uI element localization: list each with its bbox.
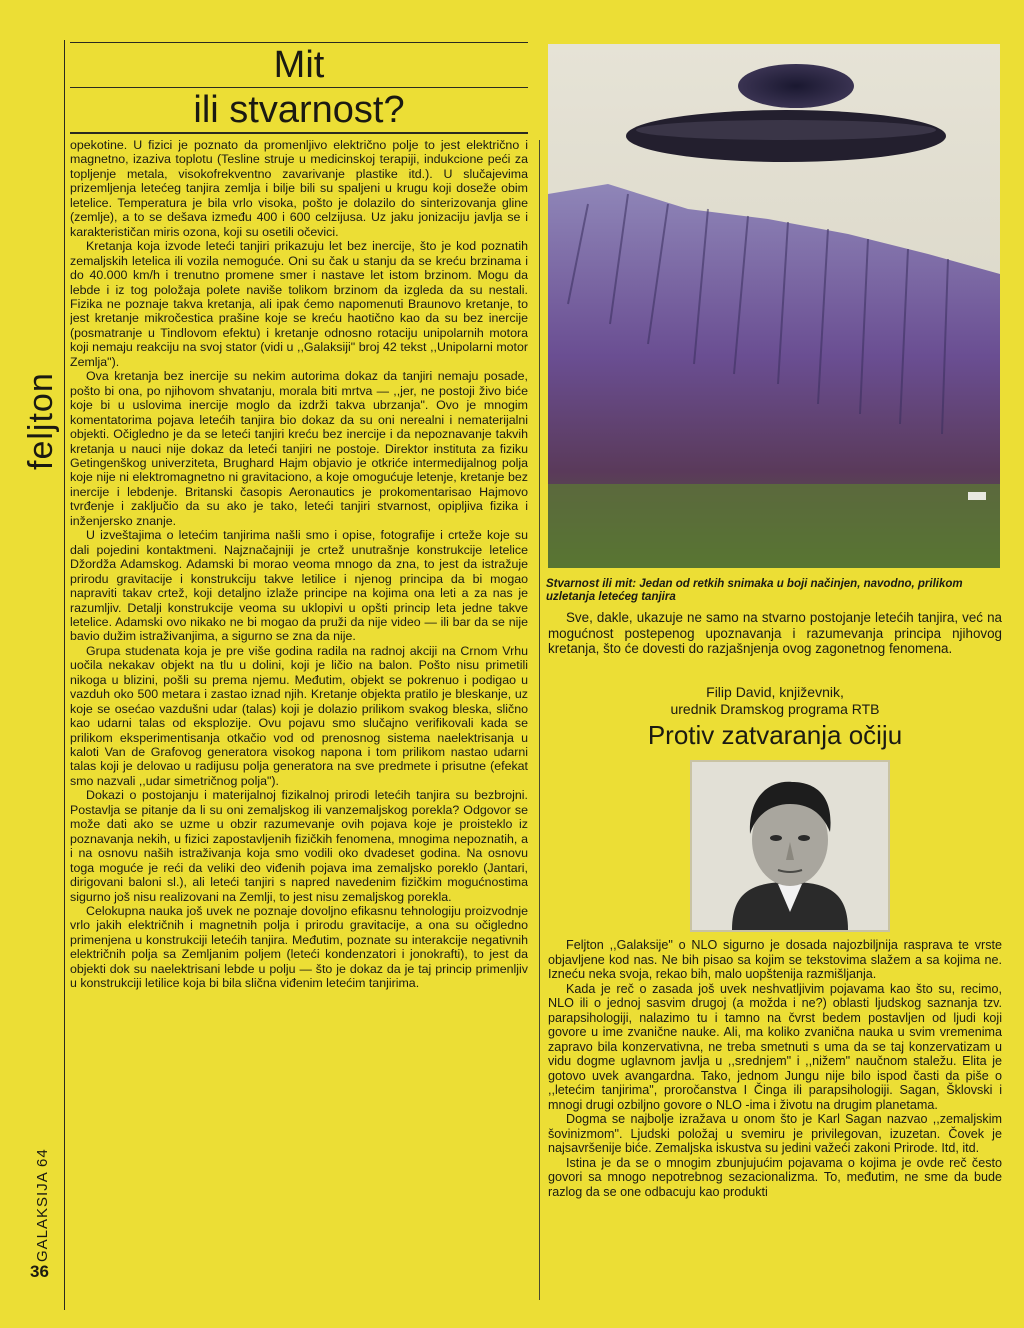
article-paragraph: Grupa studenata koja je pre više godina radila na radnoj akciji na Crnom Vrhu uočila nekakav objekt na tlu u dolini, koji je ličio na balon. Pošto nisu primetili nikoga u blizini, pošli su prema njemu. Međutim, objekt se pokrenuo i podigao u vazduh oko 500 metara i zastao iznad njih. Kretanje objekta pratilo je bleskanje, uz koje se osećao vazdušni udar (talas) koji je dolazio prilikom svakog bleska, slično kao udarni talas od eksplozije. Ovu pojavu smo slučajno verifikovali kada se prilikom eksperimentisanja otkačio vod od prenosnog sistema naelektrisanja u kaloti Van de Grafovog generatora visokog napona i tom prilikom nastao udarni talas koji je delovao u radijusu polja generatora na sve predmete i prisutne (efekat smo nazvali ,,udar simetričnog polja"). [70, 643, 528, 788]
article-title-line1: Mit [273, 44, 325, 86]
article-paragraph: Celokupna nauka još uvek ne poznaje dovoljno efikasnu tehnologiju proizvodnje vrlo jakih električnih i magnetnih polja i prirodu gravitacije, a ona su očigledno primenjena u konstrukciji letećih tanjira. Međutim, poznate su interakcije negativnih električnih polja sa Zemljanim poljem (leteći kondenzatori i jonokrafti), to jest da objekti dok su naelektrisani lebde u polju — što je dokaz da je taj princip primenljiv u konstrukciji letilice koja bi bila slična viđenim letećim tanjirima. [70, 904, 528, 991]
title-rule [70, 42, 528, 43]
author-name: Filip David, književnik, [706, 684, 844, 700]
article-conclusion-block [548, 610, 1002, 657]
sidebar-title: Protiv zatvaranja očiju [647, 720, 903, 750]
article-paragraph: Ova kretanja bez inercije su nekim autorima dokaz da tanjiri nemaju posade, pošto bi ona, po njihovom shvatanju, morala biti mrtva — ,,jer, ne postoji živo biće koje bi u uslovima inercije moglo da izdrži takva ubrzanja". Ovo je mnogim komentatorima pojava letećih tanjira bio dokaz da su oni nerealni i nematerijalni objekti. Očigledno je da se leteći tanjiri kreću bez inercije i da nepoznavanje takvih kretanja u nauci nije dokaz da leteći tanjiri ne postoje. Direktor instituta za fiziku Getingenškog univerziteta, Brughard Hajm objavio je otkriće intermedijalnog polja koje nije ni elektromagnetno ni gravitaciono, a koje omogućuje letenje, kretanje bez inercije i lebdenje. Britanski časopis Aeronautics je prokomentarisao Hajmovo tvrđenje i zaključio da su ako je tako, leteći tanjiri stvarnost, opipljiva fizika i inženjersko znanje. [70, 369, 528, 528]
article-conclusion: Sve, dakle, ukazuje ne samo na stvarno postojanje letećih tanjira, već na mogućnost postepenog upoznavanja i razumevanja principa njihovog kretanja, što će dovesti do razjašnjenja ovog zagonetnog fenomena. [548, 610, 1002, 657]
sidebar-paragraph: Dogma se najbolje izražava u onom što je Karl Sagan nazvao ,,zemaljskim šovinizmom". Ljudski položaj u svemiru je privilegovan, izuzetan. Čovek je najsavršenije biće. Zemaljska iskustva su jedini važeći zakoni Prirode. Itd, itd. [548, 1112, 1002, 1155]
article-title-line2: ili stvarnost? [193, 89, 405, 131]
article-paragraph: Kretanja koja izvode leteći tanjiri prikazuju let bez inercije, što je kod poznatih zemaljskih letelica ili vozila nemoguće. Oni su čak u stanju da se kreću brzinama i do 40.000 km/h i trenutno promene smer i nastave let istom brzinom. Mogu da lebde i iz tog položaja polete naviše tolikom brzinom da izgleda da su nestali. Fizika ne poznaje takva kretanja, ali ipak ćemo napomenuti Braunovo kretanje, to jest kretanje mikročestica prašine koje se kreću haotično kao da su bez inercije (posmatranje u Tindlovom efektu) i kretanje odnosno rotaciju unipolarnih motora koji nemaju reakciju na svoj stator (vidi u ,,Galaksiji" broj 42 tekst ,,Unipolarni motor Zemlja"). [70, 239, 528, 369]
ufo-photo [548, 44, 1000, 568]
author-portrait [690, 760, 890, 932]
page-number: 36 [30, 1262, 49, 1281]
article-paragraph: Dokazi o postojanju i materijalnoj fizikalnoj prirodi letećih tanjira su bezbrojni. Postavlja se pitanje da li su oni zemaljskog ili vanzemaljskog porekla? Odgovor se može dati ako se uzme u obzir razumevanje ovih pojava koje je proisteklo iz poznavanja nekih, u fizici zapostavljenih fizičkih fenomena, mnogima nepoznatih, a i na osnovu naših istraživanja koja smo vodili oko dvadeset godina. Na osnovu toga moguće je reći da veliki deo viđenih pojava ima zemaljsko poreklo (Jantari, dirigovani baloni sl.), ali leteći tanjiri s napred navedenim fizičkim mogućnostima sigurno još nisu realizovani na Zemlji, to jest nisu zemaljskog porekla. [70, 788, 528, 904]
sidebar-paragraph: Kada je reč o zasada još uvek neshvatljivim pojavama kao što su, recimo, NLO ili o jednoj sasvim drugoj (a možda i ne?) oblasti ljudskog saznanja tzv. parapsihologiji, nalazimo tu i tamno na čvrst bedem postavljen od ljudi koji govore u ime zvanične nauke. Ali, ma koliko zvanična nauka u svim vremenima zapravo bila konzervativna, ne treba smetnuti s uma da se taj konzervatizam u vidu dogme uglavnom javlja u ,,srednjem" i ,,nižem" naučnom staležu. Elita je gotovo uvek avangardna. Tako, jednom Jungu nije bilo ispod časti da piše o ,,letećim tanjirima", proročanstva I Činga ili parapsihologiji. Sagan, Šklovski i mnogi drugi ozbiljno govore o NLO -ima i životu na drugim planetama. [548, 981, 1002, 1112]
article-paragraph: U izveštajima o letećim tanjirima našli smo i opise, fotografije i crteže koje su dali pojedini kontaktmeni. Najznačajniji je crtež unutrašnje konstrukcije letelice Džordža Adamskog. Adamski bi morao veoma mnogo da zna, to jest da istražuje prirodu gravitacije i konstrukciju takve letilice i njenog principa da bi mogao napraviti takav crtež, koji detaljno izlaže principe na kojima ona leti a za nas je razumljiv. Detalji konstrukcije veoma su uklopivi u opšti princip leta jedne takve letelice. Adamski ovo nikako ne bi mogao da pruži da nije video — ili bar da se nije bavio dužim istraživanjima, a sigurno se zna da nije. [70, 528, 528, 644]
sidebar-author-block [548, 684, 1002, 718]
author-role: urednik Dramskog programa RTB [670, 701, 880, 717]
article-title-block [70, 40, 528, 136]
section-label: feljton [22, 372, 60, 470]
sidebar-article-body [548, 938, 1002, 1298]
title-rule [70, 132, 528, 134]
article-body [70, 138, 528, 1278]
photo-caption: Stvarnost ili mit: Jedan od retkih snimaka u boji načinjen, navodno, prilikom uzletanja letećeg tanjira [546, 578, 963, 603]
column-divider [539, 140, 540, 1300]
sidebar-rule [64, 40, 65, 1310]
title-rule [70, 87, 528, 88]
sidebar-paragraph: Istina je da se o mnogim zbunjujućim pojavama o kojima je ovde reč često govori sa mnogo nepotrebnog sezacionalizma. To, međutim, ne sme da bude razlog da se one odbacuju kao produkti [548, 1155, 1002, 1199]
article-paragraph: opekotine. U fizici je poznato da promenljivo električno polje to jest električno i magnetno, izaziva toplotu (Tesline struje u medicinskoj terapiji, indukcione peći za topljenje metala, visokofrekventno zavarivanje plastike itd.). U slučajevima prizemljenja letećeg tanjira zemlja i bilje bili su spaljeni u krugu koji doseže obim letelice. Temperatura je bila vrlo visoka, pošto je dolazilo do sinterizovanja gline (zemlje), a to se dešava između 400 i 600 celzijusa. Uz jaku jonizaciju javlja se i karakterističan miris ozona, koji su osetili očevici. [70, 138, 528, 239]
sidebar-paragraph: Feljton ,,Galaksije" o NLO sigurno je dosada najozbiljnija rasprava te vrste objavljene kod nas. Ne bih pisao sa kojim se tekstovima slažem a sa kojima ne. Izneću neka svoja, rekao bih, malo uopštenija razmišljanja. [548, 938, 1002, 981]
magazine-label: GALAKSIJA 64 [34, 1148, 51, 1262]
